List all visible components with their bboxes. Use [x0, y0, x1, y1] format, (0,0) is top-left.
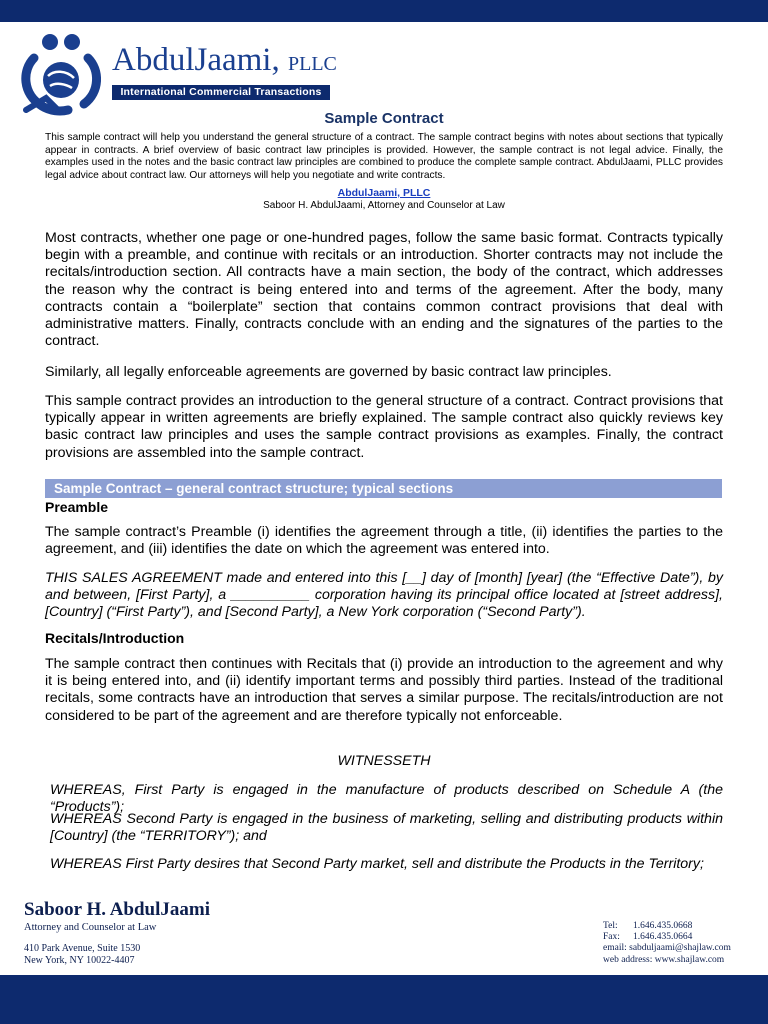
preamble-text: The sample contract’s Preamble (i) identifies the agreement through a title, (ii) identifies the parties to the agreement, and (iii) identifies the date on which the agreement was entered into. — [45, 524, 723, 558]
body-paragraph-3: This sample contract provides an introduction to the general structure of a contract. Contract provisions that typically appear in written agreements are briefly explained. The sample contract also quickly reviews key basic contract law principles and uses the sample contract provisions as examples. Finally, the contract provisions are assembled into the sample contract. — [45, 393, 723, 461]
recitals-heading: Recitals/Introduction — [45, 630, 185, 646]
brand-name: AbdulJaami, PLLC — [112, 42, 337, 78]
preamble-heading: Preamble — [45, 499, 109, 515]
body-paragraph-1: Most contracts, whether one page or one-hundred pages, follow the same basic format. Contracts typically begin with a preamble, and continue with recitals or an introduction. Shorter contracts may not include the recitals/introduction section. All contracts have a main section, the body of the contract, which addresses the reason why the contract is being entered into and terms of the agreement. After the body, many contracts contain a “boilerplate” section that contains common contract provisions that deal with administrative matters. Finally, contracts conclude with an ending and the signatures of the parties to the contract. — [45, 230, 723, 350]
intro-paragraph: This sample contract will help you understand the general structure of a contract. The sample contract begins with notes about sections that typically appear in contracts. A brief overview of basic contract law principles is provided. However, the sample contract is not legal advice. Finally, the examples used in the notes and the basic contract law principles are combined to produce the complete sample contract. AbdulJaami, PLLC provides legal advice about contract law. Our attorneys will help you negotiate and write contracts. — [45, 132, 723, 181]
brand — [112, 42, 337, 100]
preamble-example: THIS SALES AGREEMENT made and entered into this [__] day of [month] [year] (the “Effective Date”), by and between, [First Party], a __________ corporation having its principal office located at [street address], [Country] (“First Party”), and [Second Party], a New York corporation (“Second Party”). — [45, 570, 723, 621]
footer-address-line-1: 410 Park Avenue, Suite 1530 — [24, 943, 141, 954]
fax-number: 1.646.435.0664 — [633, 932, 693, 943]
body-paragraph-2: Similarly, all legally enforceable agreements are governed by basic contract law principles. — [45, 364, 612, 380]
section-bar: Sample Contract – general contract structure; typical sections — [45, 479, 722, 498]
page-title: Sample Contract — [324, 110, 444, 127]
footer-role: Attorney and Counselor at Law — [24, 922, 157, 933]
brand-suffix: PLLC — [287, 53, 337, 75]
footer-address-line-2: New York, NY 10022-4407 — [24, 955, 135, 966]
tel-label: Tel: — [603, 921, 618, 931]
witnesseth: WITNESSETH — [337, 753, 431, 769]
bottom-banner — [0, 975, 768, 1024]
top-banner — [0, 0, 768, 22]
whereas-2: WHEREAS Second Party is engaged in the business of marketing, selling and distributing products within [Country] (the “TERRITORY”); and — [50, 811, 723, 845]
fax-label: Fax: — [603, 932, 620, 943]
whereas-3: WHEREAS First Party desires that Second Party market, sell and distribute the Products in the Territory; — [50, 856, 704, 872]
footer-name: Saboor H. AbdulJaami — [24, 899, 211, 920]
recitals-text: The sample contract then continues with Recitals that (i) provide an introduction to the agreement and why it is being entered into, and (ii) identify important terms and possibly third parties. Instead of the traditional recitals, some contracts have an introduction that serves a similar purpose. The recitals/introduction are not considered to be part of the agreement and are therefore typically not enforceable. — [45, 656, 723, 724]
firm-subtitle: Saboor H. AbdulJaami, Attorney and Counselor at Law — [263, 200, 505, 211]
tel-number: 1.646.435.0668 — [633, 921, 693, 931]
web-link[interactable]: web address: www.shajlaw.com — [603, 954, 725, 965]
footer-contact — [603, 921, 731, 966]
email-link[interactable]: email: sabduljaami@shajlaw.com — [603, 943, 731, 954]
footer-address — [24, 943, 140, 967]
firm-link[interactable]: AbdulJaami, PLLC — [337, 187, 431, 199]
brand-tagline: International Commercial Transactions — [112, 85, 330, 100]
whereas-1: WHEREAS, First Party is engaged in the manufacture of products described on Schedule A (the “Products”); — [50, 782, 723, 816]
firm-logo-icon — [20, 32, 108, 116]
